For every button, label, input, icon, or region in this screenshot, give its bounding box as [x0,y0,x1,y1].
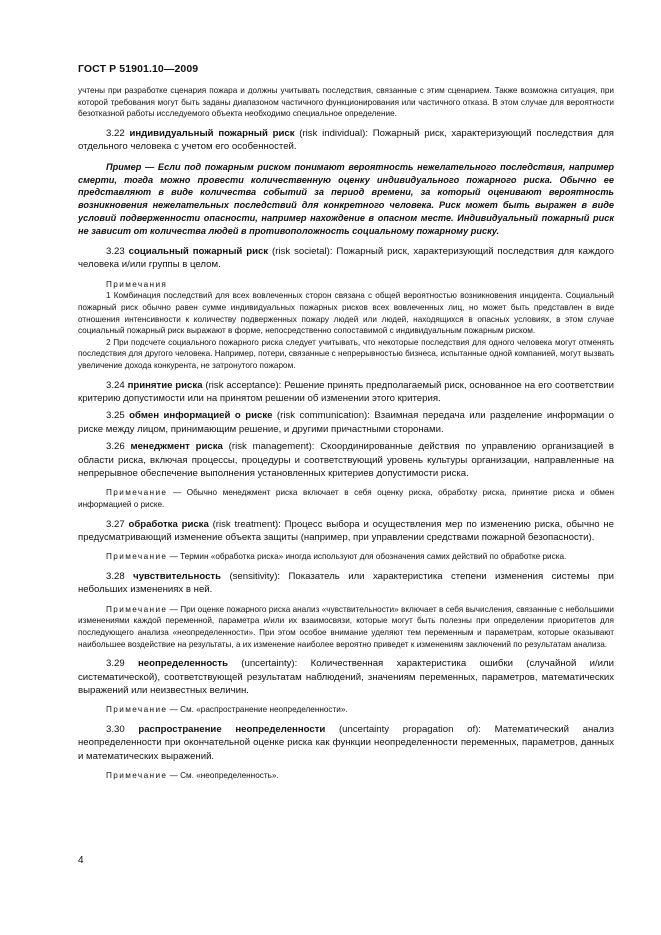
definition-text: (risk acceptance): Решение принять предполагаемый риск, основанное на его соответствии критерию допустимости или на принятом решении об изменении этого критерия. [78,379,615,404]
definition-3-24 [78,379,614,406]
term: социальный пожарный риск [128,246,269,258]
clause-number: 3.25 [106,410,125,422]
clause-number: 3.29 [106,658,125,670]
page-body [78,85,614,782]
document-header: ГОСТ Р 51901.10—2009 [78,63,199,75]
definition-text: (risk societal): Пожарный риск, характеризующий последствия для каждого человека и/или группы в целом. [78,246,614,271]
term: чувствительность [133,571,222,583]
note-label: Примечание [106,705,168,715]
term: распространение неопределенности [138,724,326,736]
term: менеджмент риска [130,441,223,453]
definition-text: (risk communication): Взаимная передача или разделение информации о риске между лицом, принимающим решение, и другими причастными сторонами. [78,410,614,435]
term: индивидуальный пожарный риск [129,127,295,139]
note-label: Примечание [106,771,168,781]
term: обмен информацией о риске [129,410,273,422]
definition-3-27 [78,518,614,545]
clause-number: 3.28 [106,571,125,583]
note-text: — См. «распространение неопределенности». [167,705,348,715]
clause-number: 3.24 [106,379,125,391]
note-label: Примечание [106,488,168,498]
term: обработка риска [128,518,209,530]
definition-3-30 [78,723,614,763]
note-text: — Термин «обработка риска» иногда используют для обозначения самих действий по обработке риска. [167,552,567,562]
definition-text: (uncertainty): Количественная характеристика ошибки (случайной и/или систематической), соответствующей результатам наблюдений, значениям переменных, параметров, математических выражений или неизвестных величин. [78,658,614,697]
note-3-28 [78,604,614,650]
clause-number: 3.23 [106,246,125,258]
note-text: — См. «неопределенность». [167,771,279,781]
note-2: 2 При подсчете социального пожарного риска следует учитывать, что некоторые последствия для одного человека могут отменять последствия для другого человека. Например, потери, связанные с непрерывностью бизнеса, испытанные одной компанией, могут вызвать увеличение дохода конкурента, не затронутого пожаром. [78,337,614,370]
note-3-27 [78,551,614,563]
definition-text: (risk treatment): Процесс выбора и осуществления мер по изменению риска, обычно не предусматривающий изменение объекта защиты (например, при управлении средствами пожарной безопасности). [78,518,614,544]
definition-3-23 [78,245,614,272]
note-3-29 [78,704,614,716]
term: принятие риска [127,379,203,391]
intro-paragraph: учтены при разработке сценария пожара и должны учитывать последствия, связанные с этим сценарием. Также возможна ситуация, при которой требования могут быть заданы диапазоном частичного функционирования или частичного отказа. В этом случае для вероятности безотказной работы исследуемого объекта необходимо специальное определение. [78,86,614,119]
definition-text: (risk individual): Пожарный риск, характеризующий последствия для отдельного человека с учетом его особенностей. [78,127,614,153]
note-1: 1 Комбинация последствий для всех вовлеченных сторон связана с общей вероятностью возникновения инцидента. Социальный пожарный риск обычно равен сумме индивидуальных пожарных рисков всех вовлеченных лиц, но может быть представлен в виде отношения интенсивности к количеству подверженных пожару людей или людей, находящихся в опасных условиях, в этом случае социальный пожарный риск выражают в форме, непосредственно сопоставимой с индивидуальным пожарным риском. [78,291,614,336]
definition-3-29 [78,657,614,697]
note-label: Примечание [106,552,168,562]
example-paragraph: Пример — Если под пожарным риском понимают вероятность нежелательного последствия, например смерти, тогда можно провести количественную оценку индивидуального пожарного риска. Обычно ее представляют в виде количества событий за период времени, за который оценивают вероятность возникновения нежелательных последствий для конкретного человека. Риск может быть выражен в виде условий подверженности опасности, например нахождение в опасном месте. Индивидуальный пожарный риск не зависит от количества людей в противоположность социальному пожарному риску. [78,161,614,237]
page-number: 4 [78,855,84,866]
definition-3-26 [78,440,614,480]
note-text: — При оценке пожарного риска анализ «чувствительности» включает в себя вычисления, связанные с небольшими изменениями каждой переменной, параметра и/или их взаимосвязи, которые могут быть полезны при определении приоритетов для последующего анализа «неопределенности». При этом особое внимание уделяют тем переменным и параметрам, которые оказывают наибольшее воздействие на результаты, а их изменение наиболее вероятно приведет к изменениям заключений по результатам анализа. [78,604,614,649]
definition-3-28 [78,570,614,597]
clause-number: 3.27 [106,518,125,530]
definition-text: (sensitivity): Показатель или характеристика степени изменения системы при небольших изменениях в ней. [78,571,615,596]
note-text: — Обычно менеджмент риска включает в себя оценку риска, обработку риска, принятие риска и обмен информацией о риске. [78,488,614,510]
definition-text: (uncertainty propagation of): Математический анализ неопределенности при окончательной оценке риска как функции неопределенности переменных, параметров, данных и математических выражений. [78,724,614,762]
clause-number: 3.26 [106,441,125,453]
notes-heading: Примечания [106,279,168,289]
clause-number: 3.22 [106,127,125,139]
note-3-26 [78,487,614,510]
clause-number: 3.30 [106,724,125,736]
note-label: Примечание [106,604,168,614]
definition-3-25 [78,409,614,436]
note-3-30 [78,770,614,782]
term: неопределенность [138,658,228,670]
definition-text: (risk management): Скоординированные действия по управлению организацией в области риска, включая процессы, процедуры и соответствующий уровень культуры организации, направленные на непрерывное обеспечение выполнения установленных критериев допустимости риска. [78,441,614,480]
definition-3-22 [78,127,614,154]
